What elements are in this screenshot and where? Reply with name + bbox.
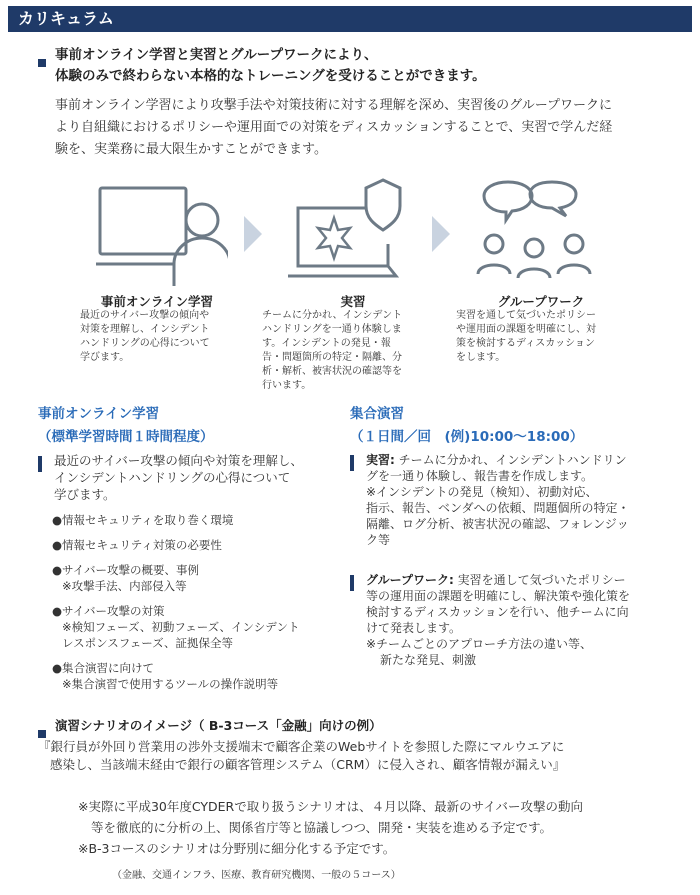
- chevron-right-icon: [242, 214, 264, 254]
- lead-bullet-square: [38, 52, 46, 71]
- desc-line: 告・問題箇所の特定・隔離、分: [262, 352, 402, 363]
- practice-line: ク等: [366, 533, 391, 547]
- quote-line: 『銀行員が外回り営業用の渉外支援端末で顧客企業のWebサイトを参照した際にマルウエアに: [38, 739, 565, 754]
- list-item-note: レスポンスフェーズ、証拠保全等: [62, 636, 234, 650]
- lead-body-line: 事前オンライン学習により攻撃手法や対策技術に対する理解を深め、実習後のグループワークに: [55, 98, 613, 113]
- list-item: [52, 603, 342, 651]
- note-line: ※実際に平成30年度CYDERで取り扱うシナリオは、４月以降、最新のサイバー攻撃の動向: [78, 799, 583, 814]
- list-item-text: ●情報セキュリティ対策の必要性: [52, 538, 222, 552]
- list-item: [52, 562, 342, 594]
- practice-label: 実習:: [366, 453, 395, 467]
- lead-title-line: 事前オンライン学習と実習とグループワークにより、: [55, 47, 378, 63]
- section-title: カリキュラム: [18, 9, 114, 28]
- groupwork-line: けて発表します。: [366, 621, 462, 635]
- chevron-right-icon: [430, 214, 452, 254]
- list-item-text: ●サイバー攻撃の対策: [52, 604, 165, 618]
- list-item-note: ※検知フェーズ、初動フェーズ、インシデント: [62, 620, 300, 634]
- desc-line: をします。: [456, 352, 506, 363]
- step-title-online: 事前オンライン学習: [100, 294, 214, 309]
- lead-body-line: より自組織におけるポリシーや運用面での対策をディスカッションすることで、実習で学んだ経: [55, 120, 613, 135]
- scenario-footnote: （金融、交通インフラ、医療、教育研究機関、一般の５コース）: [112, 870, 401, 881]
- online-section-title: 事前オンライン学習: [38, 406, 160, 422]
- step-desc-groupwork: [456, 309, 626, 365]
- practice-line: グを一通り体験し、報告書を作成します。: [366, 469, 594, 483]
- desc-line: 析・解析、被害状況の確認等を: [262, 366, 402, 377]
- lead-body-line: 験を、実業務に最大限生かすことができます。: [55, 142, 327, 157]
- accent-bar: [38, 456, 42, 472]
- laptop-person-icon: [94, 180, 228, 290]
- desc-line: ハンドリングを一通り体験しま: [262, 324, 402, 335]
- groupwork-label: グループワーク:: [366, 573, 454, 587]
- groupwork-line: 検討するディスカッションを行い、他チームに向: [366, 605, 629, 619]
- desc-line: チームに分かれ、インシデント: [262, 310, 403, 321]
- list-item: [52, 537, 342, 553]
- list-item-note: ※集合演習で使用するツールの操作説明等: [62, 677, 279, 691]
- desc-line: 行います。: [262, 380, 312, 391]
- groupwork-block: [366, 572, 676, 668]
- practice-block: [366, 452, 676, 548]
- desc-line: ハンドリングの心得について: [80, 338, 210, 349]
- intro-line: 最近のサイバー攻撃の傾向や対策を理解し、: [54, 453, 303, 468]
- lead-title: [55, 45, 675, 87]
- laptop-alert-shield-icon: [288, 178, 422, 288]
- list-item: [52, 660, 342, 692]
- quote-line: 感染し、当該端末経由で銀行の顧客管理システム（CRM）に侵入され、顧客情報が漏えい』: [50, 757, 566, 772]
- online-section-subtitle: （標準学習時間１時間程度）: [38, 429, 214, 445]
- desc-line: や運用面の課題を明確にし、対: [456, 324, 596, 335]
- scenario-title: 演習シナリオのイメージ（ B-3コース「金融」向けの例）: [55, 718, 382, 733]
- step-desc-practice: [262, 309, 432, 393]
- desc-line: 対策を理解し、インシデント: [80, 324, 210, 335]
- groupwork-line: 新たな発見、刺激: [380, 653, 477, 667]
- list-item-text: ●サイバー攻撃の概要、事例: [52, 563, 199, 577]
- practice-line: ※インシデントの発見（検知）、初動対応、: [366, 485, 598, 499]
- groupwork-line: 実習を通して気づいたポリシー: [457, 573, 626, 587]
- groupwork-line: ※チームごとのアプローチ方法の違い等、: [366, 637, 593, 651]
- practice-line: チームに分かれ、インシデントハンドリン: [398, 453, 627, 467]
- desc-line: 学びます。: [80, 352, 130, 363]
- list-item-note: ※攻撃手法、内部侵入等: [62, 579, 187, 593]
- groupwork-line: 等の運用面の課題を明確にし、解決策や強化策を: [366, 589, 631, 603]
- step-desc-online: [80, 309, 240, 365]
- scenario-quote: [38, 738, 688, 774]
- lead-body: [55, 95, 695, 161]
- desc-line: 策を検討するディスカッション: [456, 338, 595, 349]
- accent-bar: [350, 455, 354, 471]
- exercise-section-subtitle: （１日間／回 (例)10:00～18:00）: [350, 429, 584, 445]
- note-line: 等を徹底的に分析の上、関係省庁等と協議しつつ、開発・実装を進める予定です。: [91, 820, 553, 835]
- list-item-text: ●集合演習に向けて: [52, 661, 155, 675]
- group-discussion-icon: [468, 178, 602, 288]
- desc-line: 実習を通して気づいたポリシー: [456, 310, 596, 321]
- online-intro: [54, 452, 344, 503]
- intro-line: インシデントハンドリングの心得について: [54, 470, 291, 485]
- exercise-section-title: 集合演習: [350, 406, 404, 422]
- note-line: ※B-3コースのシナリオは分野別に細分化する予定です。: [78, 841, 396, 856]
- online-topic-list: [52, 512, 342, 692]
- intro-line: 学びます。: [54, 487, 116, 502]
- section-header: [8, 6, 692, 32]
- list-item-text: ●情報セキュリティを取り巻く環境: [52, 513, 234, 527]
- accent-bar: [350, 575, 354, 591]
- step-title-groupwork: グループワーク: [497, 294, 585, 309]
- desc-line: す。インシデントの発見・報: [262, 338, 391, 349]
- lead-title-line: 体験のみで終わらない本格的なトレーニングを受けることができます。: [55, 68, 486, 84]
- desc-line: 最近のサイバー攻撃の傾向や: [80, 310, 210, 321]
- practice-line: 指示、報告、ベンダへの依頼、問題個所の特定・: [366, 501, 630, 515]
- list-item: [52, 512, 342, 528]
- scenario-notes: [78, 796, 693, 859]
- step-title-practice: 実習: [340, 294, 366, 309]
- practice-line: 隔離、ログ分析、被害状況の確認、フォレンジッ: [366, 517, 629, 531]
